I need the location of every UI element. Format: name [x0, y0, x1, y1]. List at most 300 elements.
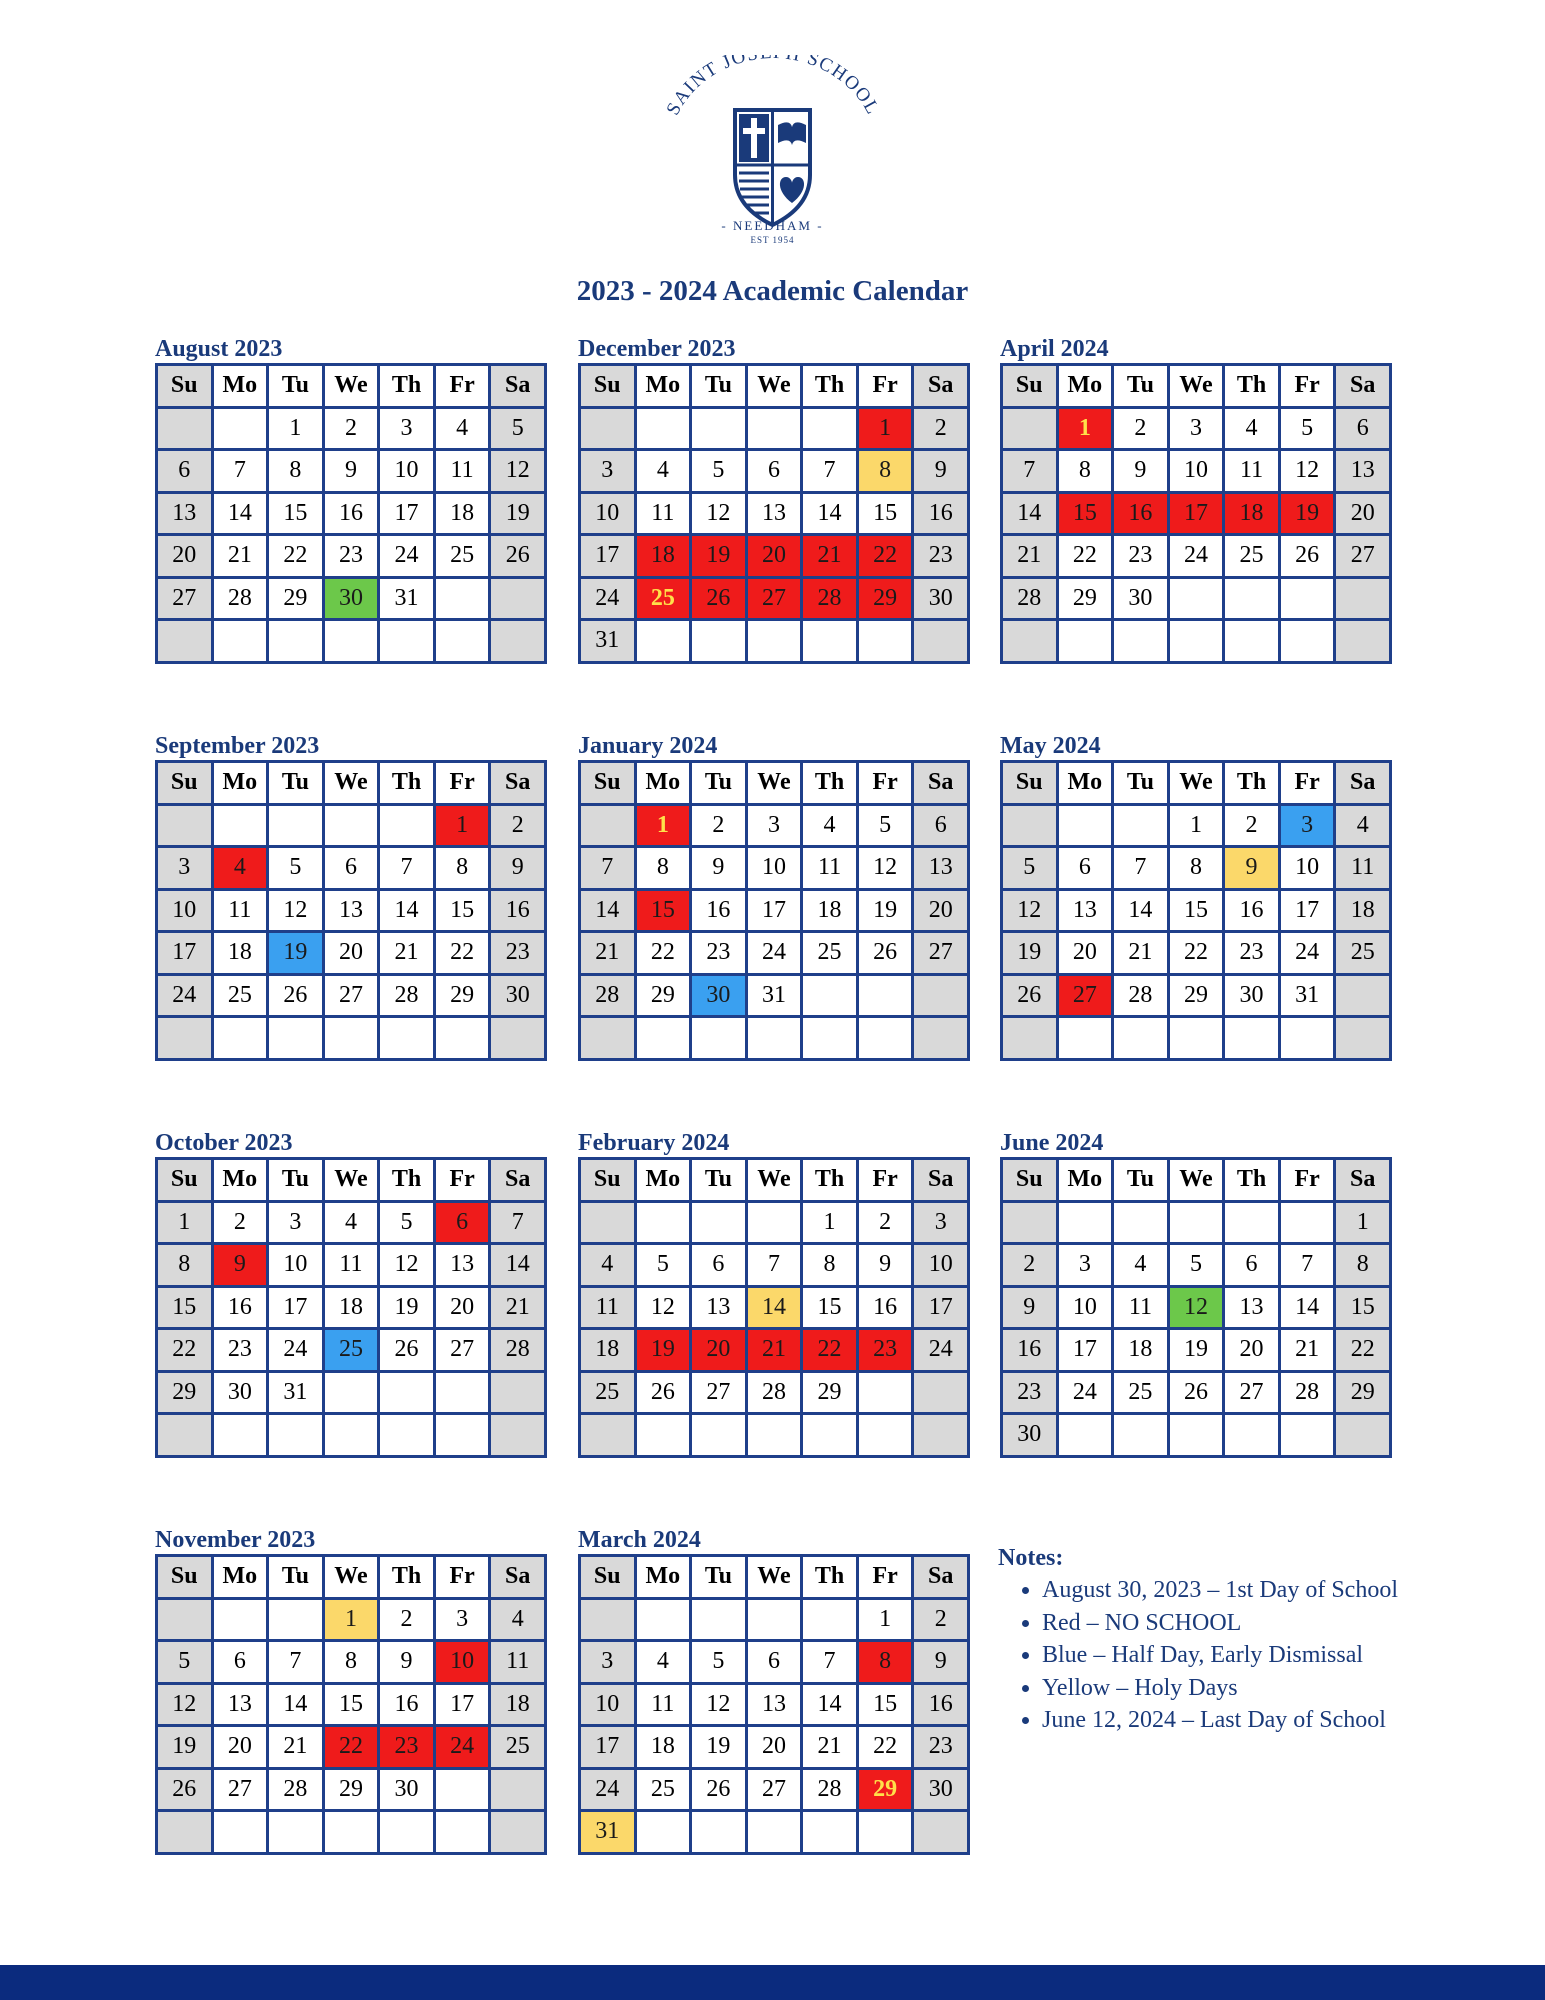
day-cell: 23: [323, 535, 379, 578]
day-cell: 22: [434, 932, 490, 975]
day-cell: [1279, 1201, 1335, 1244]
footer-bar: [0, 1965, 1545, 2000]
day-cell: 7: [379, 847, 435, 890]
month-calendar: [578, 1129, 972, 1458]
day-cell: 2: [490, 804, 546, 847]
day-cell: [157, 1017, 213, 1060]
day-cell: 28: [1002, 577, 1058, 620]
day-cell: 6: [157, 450, 213, 493]
month-calendar: [155, 732, 549, 1061]
day-cell: 1: [323, 1598, 379, 1641]
school-location: - NEEDHAM -: [721, 218, 824, 233]
month-title: November 2023: [155, 1527, 316, 1553]
day-cell: 12: [635, 1286, 691, 1329]
week-row: [1002, 450, 1391, 493]
day-cell: 16: [691, 889, 747, 932]
day-cell: [490, 1768, 546, 1811]
day-cell: 15: [1057, 492, 1113, 535]
day-cell: [580, 1598, 636, 1641]
day-cell: 10: [913, 1244, 969, 1287]
day-cell: 30: [691, 974, 747, 1017]
day-cell: 7: [580, 847, 636, 890]
day-cell: 8: [635, 847, 691, 890]
day-cell: 21: [802, 1726, 858, 1769]
day-cell: [1335, 577, 1391, 620]
day-cell: 24: [913, 1329, 969, 1372]
weekday-header: Mo: [1057, 365, 1113, 408]
day-cell: [857, 1811, 913, 1854]
weekday-header: We: [746, 1556, 802, 1599]
weekday-header: We: [323, 762, 379, 805]
day-cell: 13: [746, 492, 802, 535]
weekday-header: Fr: [434, 1556, 490, 1599]
day-cell: 26: [1279, 535, 1335, 578]
day-cell: [157, 804, 213, 847]
week-row: [1002, 577, 1391, 620]
month-table: [578, 1554, 970, 1855]
day-cell: 28: [490, 1329, 546, 1372]
week-row: [157, 1683, 546, 1726]
weekday-header: Su: [580, 365, 636, 408]
day-cell: 18: [1335, 889, 1391, 932]
month-table: [155, 1157, 547, 1458]
weekday-header: Mo: [212, 365, 268, 408]
day-cell: 12: [1168, 1286, 1224, 1329]
month-calendar: [155, 1526, 549, 1855]
day-cell: 17: [746, 889, 802, 932]
day-cell: 24: [1279, 932, 1335, 975]
weekday-header: Tu: [691, 1556, 747, 1599]
day-cell: [490, 1414, 546, 1457]
day-cell: 16: [323, 492, 379, 535]
day-cell: 31: [580, 1811, 636, 1854]
day-cell: [1335, 1414, 1391, 1457]
day-cell: 26: [490, 535, 546, 578]
month-title: December 2023: [578, 336, 736, 362]
day-cell: 26: [379, 1329, 435, 1372]
day-cell: [212, 620, 268, 663]
weekday-header: Sa: [490, 365, 546, 408]
day-cell: [802, 620, 858, 663]
day-cell: 7: [212, 450, 268, 493]
day-cell: 4: [635, 1641, 691, 1684]
day-cell: 10: [268, 1244, 324, 1287]
day-cell: [802, 1414, 858, 1457]
week-row: [157, 1017, 546, 1060]
month-table: [578, 363, 970, 664]
day-cell: [691, 1811, 747, 1854]
day-cell: 1: [268, 407, 324, 450]
day-cell: 18: [635, 1726, 691, 1769]
weekday-header: Mo: [212, 1556, 268, 1599]
week-row: [157, 492, 546, 535]
day-cell: 13: [434, 1244, 490, 1287]
day-cell: 6: [212, 1641, 268, 1684]
school-established: EST 1954: [750, 235, 795, 245]
day-cell: 2: [691, 804, 747, 847]
week-row: [1002, 1286, 1391, 1329]
week-row: [580, 1598, 969, 1641]
day-cell: [379, 804, 435, 847]
week-row: [580, 847, 969, 890]
week-row: [1002, 535, 1391, 578]
day-cell: 15: [635, 889, 691, 932]
weekday-header-row: [1002, 762, 1391, 805]
day-cell: 4: [580, 1244, 636, 1287]
week-row: [157, 1768, 546, 1811]
day-cell: [1113, 620, 1169, 663]
day-cell: [913, 620, 969, 663]
day-cell: 3: [913, 1201, 969, 1244]
day-cell: 8: [323, 1641, 379, 1684]
day-cell: [1002, 620, 1058, 663]
day-cell: 8: [157, 1244, 213, 1287]
day-cell: 27: [746, 1768, 802, 1811]
day-cell: 17: [1057, 1329, 1113, 1372]
weekday-header-row: [580, 1159, 969, 1202]
day-cell: 27: [212, 1768, 268, 1811]
day-cell: 9: [857, 1244, 913, 1287]
note-item: • Yellow – Holy Days: [1042, 1672, 1498, 1705]
day-cell: 1: [1335, 1201, 1391, 1244]
day-cell: [1057, 620, 1113, 663]
day-cell: 27: [1057, 974, 1113, 1017]
day-cell: 13: [691, 1286, 747, 1329]
day-cell: 9: [1002, 1286, 1058, 1329]
weekday-header: Th: [379, 762, 435, 805]
day-cell: 11: [212, 889, 268, 932]
day-cell: [580, 804, 636, 847]
day-cell: [691, 1598, 747, 1641]
day-cell: 18: [580, 1329, 636, 1372]
day-cell: [802, 407, 858, 450]
day-cell: 27: [1335, 535, 1391, 578]
day-cell: [1113, 1201, 1169, 1244]
day-cell: [580, 1017, 636, 1060]
day-cell: 7: [802, 1641, 858, 1684]
day-cell: [691, 1017, 747, 1060]
weekday-header: Th: [379, 1159, 435, 1202]
school-crest-icon: [640, 55, 905, 255]
weekday-header: Fr: [857, 762, 913, 805]
weekday-header: Sa: [490, 762, 546, 805]
day-cell: 1: [434, 804, 490, 847]
weekday-header: Sa: [1335, 365, 1391, 408]
note-item: • August 30, 2023 – 1st Day of School: [1042, 1574, 1498, 1607]
week-row: [1002, 1017, 1391, 1060]
day-cell: 21: [580, 932, 636, 975]
month-title: March 2024: [578, 1527, 701, 1553]
day-cell: 20: [1224, 1329, 1280, 1372]
week-row: [157, 577, 546, 620]
day-cell: 23: [212, 1329, 268, 1372]
month-table: [578, 760, 970, 1061]
day-cell: [212, 1017, 268, 1060]
day-cell: [1224, 1017, 1280, 1060]
day-cell: [1168, 620, 1224, 663]
day-cell: 16: [1113, 492, 1169, 535]
day-cell: 5: [857, 804, 913, 847]
day-cell: 7: [268, 1641, 324, 1684]
day-cell: 10: [1057, 1286, 1113, 1329]
day-cell: 20: [157, 535, 213, 578]
day-cell: 8: [268, 450, 324, 493]
day-cell: 18: [323, 1286, 379, 1329]
day-cell: 22: [857, 535, 913, 578]
day-cell: 23: [490, 932, 546, 975]
weekday-header-row: [1002, 1159, 1391, 1202]
week-row: [1002, 889, 1391, 932]
day-cell: 17: [913, 1286, 969, 1329]
day-cell: [635, 1414, 691, 1457]
day-cell: 21: [268, 1726, 324, 1769]
day-cell: [323, 1017, 379, 1060]
day-cell: [1168, 1201, 1224, 1244]
day-cell: [913, 1414, 969, 1457]
note-item: • June 12, 2024 – Last Day of School: [1042, 1704, 1498, 1737]
day-cell: 23: [379, 1726, 435, 1769]
weekday-header: Tu: [691, 1159, 747, 1202]
day-cell: 4: [1224, 407, 1280, 450]
day-cell: 3: [746, 804, 802, 847]
day-cell: [379, 1811, 435, 1854]
day-cell: 1: [1168, 804, 1224, 847]
day-cell: 27: [434, 1329, 490, 1372]
day-cell: 7: [802, 450, 858, 493]
day-cell: 22: [1168, 932, 1224, 975]
day-cell: [1002, 407, 1058, 450]
week-row: [580, 1244, 969, 1287]
day-cell: 3: [268, 1201, 324, 1244]
day-cell: [746, 1017, 802, 1060]
week-row: [580, 1726, 969, 1769]
day-cell: 4: [323, 1201, 379, 1244]
weekday-header: Fr: [1279, 365, 1335, 408]
week-row: [580, 1286, 969, 1329]
day-cell: 25: [1113, 1371, 1169, 1414]
day-cell: 29: [857, 577, 913, 620]
day-cell: 11: [490, 1641, 546, 1684]
day-cell: [434, 620, 490, 663]
day-cell: 9: [913, 1641, 969, 1684]
day-cell: 19: [157, 1726, 213, 1769]
day-cell: 17: [580, 1726, 636, 1769]
day-cell: 7: [746, 1244, 802, 1287]
day-cell: 2: [1113, 407, 1169, 450]
day-cell: [1002, 1017, 1058, 1060]
day-cell: [635, 1811, 691, 1854]
day-cell: 15: [1168, 889, 1224, 932]
day-cell: [746, 1598, 802, 1641]
day-cell: 22: [157, 1329, 213, 1372]
day-cell: 17: [1279, 889, 1335, 932]
day-cell: 19: [490, 492, 546, 535]
day-cell: 14: [1113, 889, 1169, 932]
day-cell: 16: [490, 889, 546, 932]
day-cell: 2: [323, 407, 379, 450]
day-cell: [746, 407, 802, 450]
day-cell: 20: [212, 1726, 268, 1769]
day-cell: [857, 620, 913, 663]
weekday-header: Tu: [691, 762, 747, 805]
day-cell: 8: [857, 450, 913, 493]
day-cell: [1057, 804, 1113, 847]
month-calendar: [155, 335, 549, 664]
week-row: [580, 974, 969, 1017]
day-cell: 4: [434, 407, 490, 450]
weekday-header: We: [323, 1159, 379, 1202]
week-row: [157, 1244, 546, 1287]
day-cell: 21: [802, 535, 858, 578]
week-row: [157, 1329, 546, 1372]
day-cell: 24: [268, 1329, 324, 1372]
week-row: [157, 1286, 546, 1329]
weekday-header: Tu: [1113, 1159, 1169, 1202]
day-cell: 19: [691, 1726, 747, 1769]
week-row: [157, 974, 546, 1017]
day-cell: [1279, 620, 1335, 663]
day-cell: 25: [580, 1371, 636, 1414]
month-table: [1000, 363, 1392, 664]
day-cell: 31: [746, 974, 802, 1017]
week-row: [580, 1329, 969, 1372]
day-cell: [913, 1811, 969, 1854]
week-row: [580, 932, 969, 975]
day-cell: 9: [490, 847, 546, 890]
day-cell: 15: [1335, 1286, 1391, 1329]
weekday-header: Su: [1002, 365, 1058, 408]
day-cell: [212, 407, 268, 450]
day-cell: 20: [746, 1726, 802, 1769]
day-cell: [746, 1414, 802, 1457]
weekday-header: Sa: [1335, 1159, 1391, 1202]
day-cell: 31: [268, 1371, 324, 1414]
day-cell: 10: [1279, 847, 1335, 890]
day-cell: 6: [746, 450, 802, 493]
day-cell: [212, 1414, 268, 1457]
day-cell: [212, 1811, 268, 1854]
day-cell: 11: [1335, 847, 1391, 890]
weekday-header: Tu: [1113, 365, 1169, 408]
weekday-header-row: [580, 762, 969, 805]
weekday-header: We: [1168, 1159, 1224, 1202]
week-row: [580, 1017, 969, 1060]
weekday-header: Th: [802, 1159, 858, 1202]
day-cell: 9: [1113, 450, 1169, 493]
day-cell: 21: [212, 535, 268, 578]
day-cell: 2: [1002, 1244, 1058, 1287]
week-row: [157, 1371, 546, 1414]
day-cell: 1: [1057, 407, 1113, 450]
day-cell: [1113, 1414, 1169, 1457]
day-cell: 25: [635, 577, 691, 620]
day-cell: 6: [691, 1244, 747, 1287]
day-cell: [434, 1768, 490, 1811]
month-title: August 2023: [155, 336, 283, 362]
day-cell: 22: [802, 1329, 858, 1372]
day-cell: [1279, 1017, 1335, 1060]
day-cell: 4: [1335, 804, 1391, 847]
weekday-header: Th: [802, 1556, 858, 1599]
weekday-header: Fr: [434, 365, 490, 408]
week-row: [1002, 932, 1391, 975]
day-cell: 17: [1168, 492, 1224, 535]
page-title: 2023 - 2024 Academic Calendar: [576, 275, 969, 307]
day-cell: 18: [1224, 492, 1280, 535]
day-cell: [268, 620, 324, 663]
day-cell: 9: [212, 1244, 268, 1287]
notes-list: [998, 1574, 1498, 1737]
day-cell: 23: [1002, 1371, 1058, 1414]
day-cell: 19: [379, 1286, 435, 1329]
day-cell: 28: [746, 1371, 802, 1414]
day-cell: 16: [379, 1683, 435, 1726]
day-cell: 21: [746, 1329, 802, 1372]
day-cell: [857, 974, 913, 1017]
day-cell: [434, 1414, 490, 1457]
day-cell: 7: [490, 1201, 546, 1244]
day-cell: 14: [802, 1683, 858, 1726]
weekday-header: Tu: [268, 1556, 324, 1599]
week-row: [1002, 804, 1391, 847]
day-cell: [635, 1017, 691, 1060]
day-cell: [1113, 804, 1169, 847]
week-row: [157, 889, 546, 932]
day-cell: 3: [1168, 407, 1224, 450]
day-cell: [1335, 1017, 1391, 1060]
day-cell: [691, 620, 747, 663]
day-cell: 12: [1002, 889, 1058, 932]
weekday-header: Sa: [1335, 762, 1391, 805]
school-name-arc: SAINT JO SCHOOL: [662, 55, 884, 119]
weekday-header: Su: [1002, 1159, 1058, 1202]
day-cell: 4: [212, 847, 268, 890]
note-item: • Red – NO SCHOOL: [1042, 1607, 1498, 1640]
day-cell: 22: [268, 535, 324, 578]
week-row: [157, 804, 546, 847]
day-cell: 10: [157, 889, 213, 932]
day-cell: 6: [1335, 407, 1391, 450]
weekday-header: Su: [157, 1556, 213, 1599]
day-cell: 26: [157, 1768, 213, 1811]
day-cell: 13: [1057, 889, 1113, 932]
day-cell: [746, 1811, 802, 1854]
day-cell: [746, 620, 802, 663]
day-cell: 9: [691, 847, 747, 890]
day-cell: 24: [157, 974, 213, 1017]
day-cell: 3: [1279, 804, 1335, 847]
day-cell: 12: [1279, 450, 1335, 493]
weekday-header: Tu: [691, 365, 747, 408]
day-cell: [490, 1811, 546, 1854]
day-cell: 2: [1224, 804, 1280, 847]
day-cell: [379, 1017, 435, 1060]
day-cell: 21: [1113, 932, 1169, 975]
day-cell: [1113, 1017, 1169, 1060]
weekday-header: Sa: [490, 1159, 546, 1202]
day-cell: 17: [434, 1683, 490, 1726]
day-cell: 27: [157, 577, 213, 620]
weekday-header-row: [157, 365, 546, 408]
day-cell: [268, 1414, 324, 1457]
day-cell: 29: [323, 1768, 379, 1811]
day-cell: 27: [1224, 1371, 1280, 1414]
week-row: [1002, 1201, 1391, 1244]
day-cell: 2: [212, 1201, 268, 1244]
day-cell: 20: [1057, 932, 1113, 975]
month-calendar: [1000, 1129, 1394, 1458]
day-cell: 17: [268, 1286, 324, 1329]
